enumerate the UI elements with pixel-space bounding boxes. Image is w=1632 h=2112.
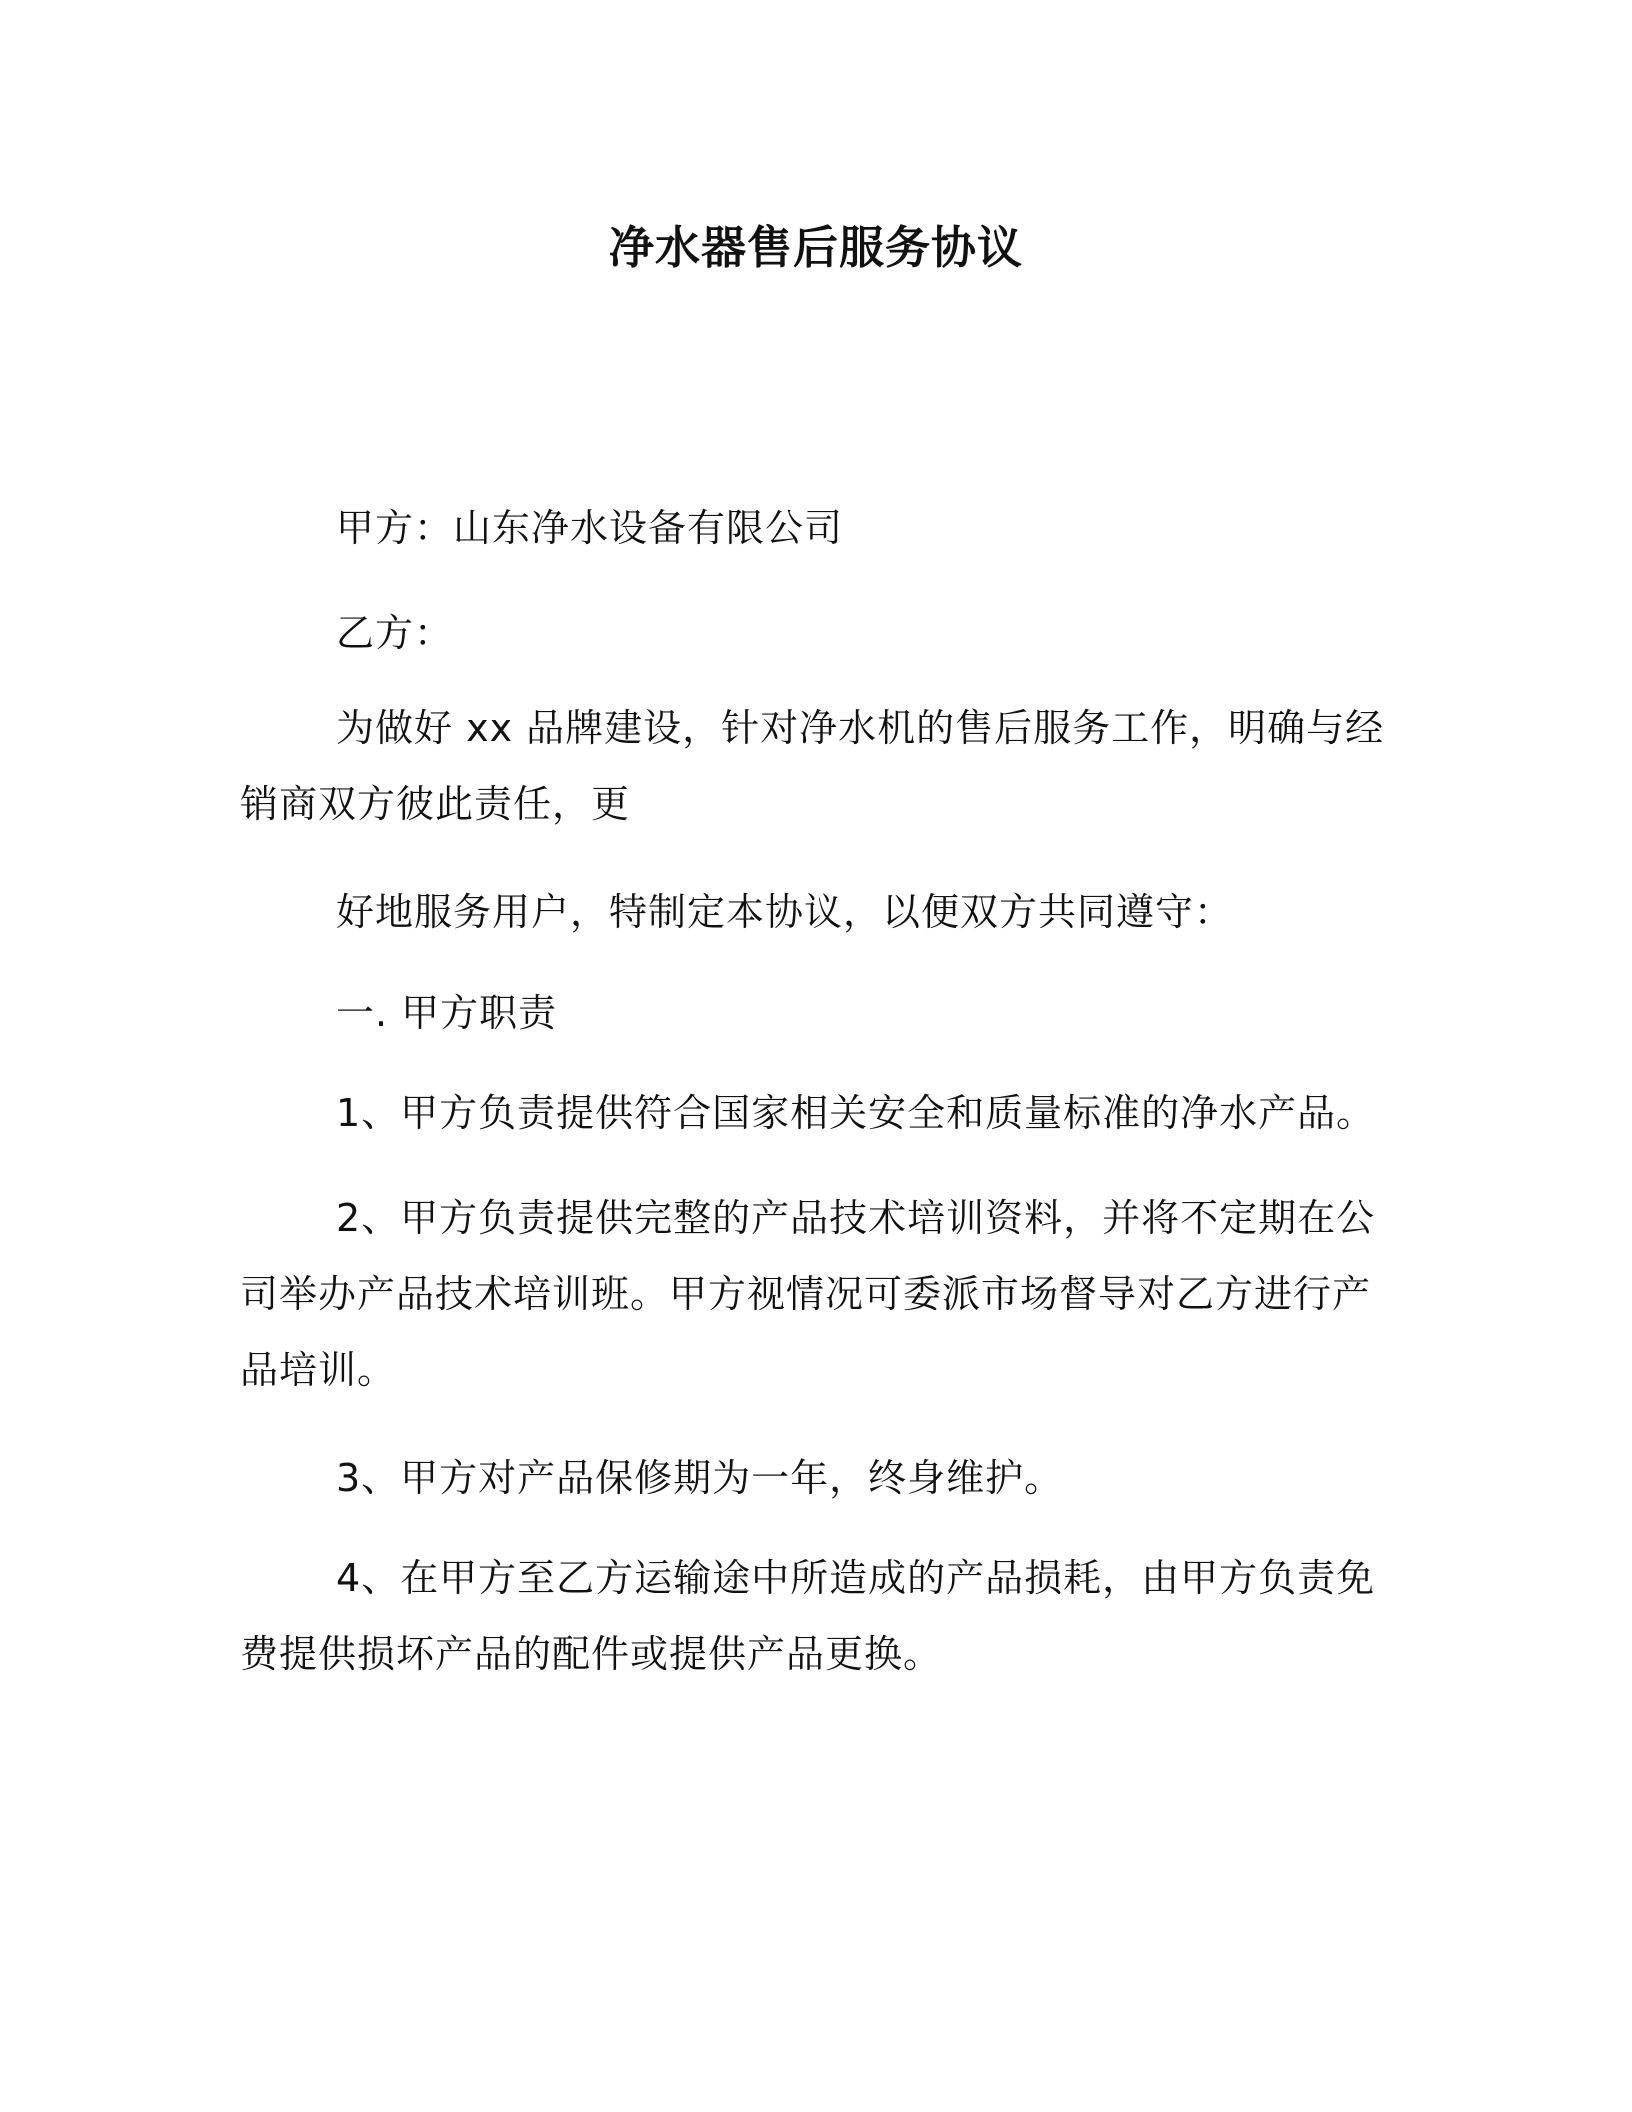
clause-4: 4、在甲方至乙方运输途中所造成的产品损耗，由甲方负责免费提供损坏产品的配件或提供产品更换。 [240, 1556, 1376, 1676]
section-heading: 一. 甲方职责 [336, 991, 558, 1035]
party-b-line: 乙方： [336, 611, 454, 655]
intro-paragraph-continued: 好地服务用户，特制定本协议，以便双方共同遵守： [336, 890, 1234, 934]
intro-paragraph: 为做好 xx 品牌建设，针对净水机的售后服务工作，明确与经销商双方彼此责任，更 [240, 706, 1385, 826]
document-title: 净水器售后服务协议 [608, 221, 1023, 274]
clause-1: 1、甲方负责提供符合国家相关安全和质量标准的净水产品。 [336, 1091, 1376, 1135]
party-a-line: 甲方：山东净水设备有限公司 [336, 506, 844, 550]
clause-2: 2、甲方负责提供完整的产品技术培训资料，并将不定期在公司举办产品技术培训班。甲方视情况可委派市场督导对乙方进行产品培训。 [240, 1196, 1376, 1392]
clause-3: 3、甲方对产品保修期为一年，终身维护。 [336, 1456, 1064, 1500]
